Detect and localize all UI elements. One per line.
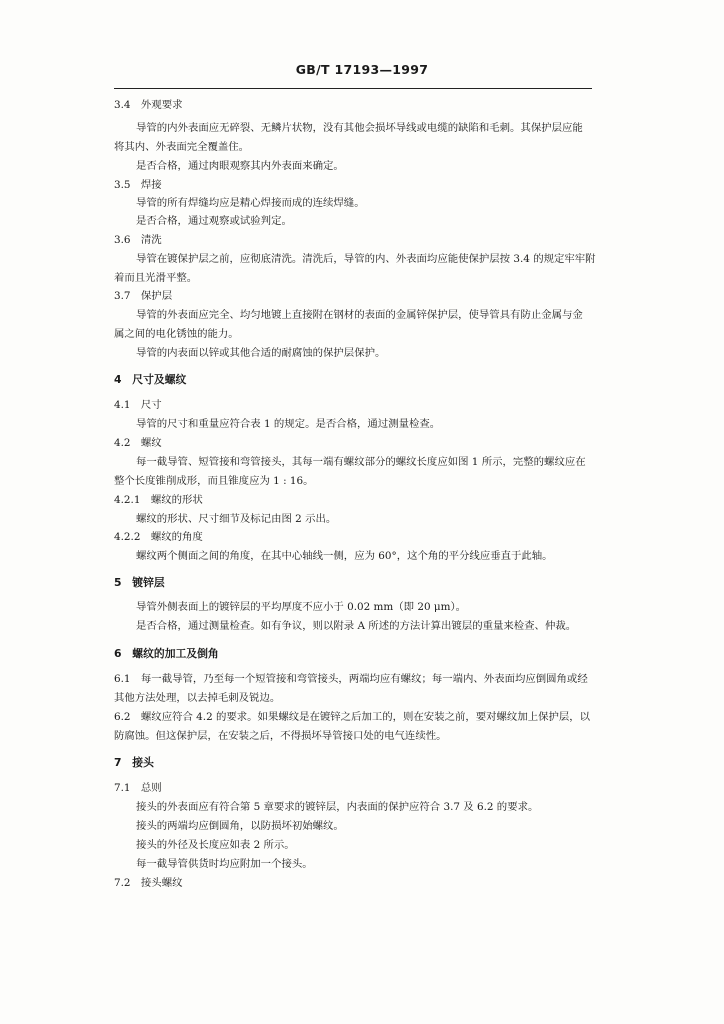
paragraph-line: 将其内、外表面完全覆盖住。 (114, 141, 250, 153)
paragraph-line: 整个长度锥削成形，而且锥度应为 1 : 16。 (114, 475, 314, 487)
paragraph-line: 着而且光滑平整。 (114, 272, 198, 284)
section-heading: 7 接头 (114, 756, 154, 769)
paragraph-line: 导管外侧表面上的镀锌层的平均厚度不应小于 0.02 mm（即 20 μm）。 (136, 601, 467, 613)
section-heading: 5 镀锌层 (114, 576, 165, 589)
paragraph-line: 每一截导管、短管接和弯管接头，其每一端有螺纹部分的螺纹长度应如图 1 所示，完整的螺纹应在 (136, 456, 586, 468)
subsection-heading: 3.7 保护层 (114, 290, 173, 302)
subsection-heading: 4.2.1 螺纹的形状 (114, 494, 203, 506)
paragraph-line: 防腐蚀。但这保护层，在安装之后，不得损坏导管接口处的电气连续性。 (114, 730, 447, 742)
paragraph-line: 导管的所有焊缝均应是精心焊接而成的连续焊缝。 (136, 197, 365, 209)
paragraph-line: 接头的外径及长度应如表 2 所示。 (136, 839, 295, 851)
section-heading: 6 螺纹的加工及倒角 (114, 647, 219, 660)
paragraph-line: 导管在镀保护层之前，应彻底清洗。清洗后，导管的内、外表面均应能使保护层按 3.4 的规定牢牢附 (136, 253, 596, 265)
paragraph-line: 螺纹两个侧面之间的角度，在其中心轴线一侧，应为 60°，这个角的平分线应垂直于此轴。 (136, 550, 553, 562)
paragraph-line: 是否合格，通过观察或试验判定。 (136, 215, 292, 227)
paragraph-line: 接头的两端均应倒圆角，以防损坏初始螺纹。 (136, 820, 344, 832)
paragraph-line: 接头的外表面应有符合第 5 章要求的镀锌层，内表面的保护应符合 3.7 及 6.2 的要求。 (136, 801, 539, 813)
paragraph-line: 导管的尺寸和重量应符合表 1 的规定。是否合格，通过测量检查。 (136, 418, 441, 430)
paragraph-line: 每一截导管供货时均应附加一个接头。 (136, 858, 313, 870)
paragraph-line: 6.2 螺纹应符合 4.2 的要求。如果螺纹是在镀锌之后加工的，则在安装之前，要对螺纹加上保护层，以 (114, 711, 591, 723)
paragraph-line: 是否合格，通过测量检查。如有争议，则以附录 A 所述的方法计算出镀层的重量来检查、仲裁。 (136, 620, 577, 632)
paragraph-line: 螺纹的形状、尺寸细节及标记由图 2 示出。 (136, 513, 337, 525)
subsection-heading: 3.6 清洗 (114, 234, 162, 246)
subsection-heading: 4.2.2 螺纹的角度 (114, 531, 203, 543)
paragraph-line: 6.1 每一截导管，乃至每一个短管接和弯管接头，两端均应有螺纹；每一端内、外表面均应倒圆角或经 (114, 673, 588, 685)
paragraph-line: 导管的内表面以锌或其他合适的耐腐蚀的保护层保护。 (136, 347, 386, 359)
subsection-heading: 7.2 接头螺纹 (114, 877, 183, 889)
paragraph-line: 其他方法处理，以去掉毛刺及锐边。 (114, 692, 281, 704)
standard-number-header: GB/T 17193—1997 (295, 62, 429, 77)
subsection-heading: 3.5 焊接 (114, 179, 162, 191)
subsection-heading: 7.1 总则 (114, 782, 162, 794)
paragraph-line: 属之间的电化锈蚀的能力。 (114, 328, 239, 340)
section-heading: 4 尺寸及螺纹 (114, 373, 187, 386)
paragraph-line: 导管的内外表面应无碎裂、无鳞片状物，没有其他会损坏导线或电缆的缺陷和毛刺。其保护层应能 (136, 122, 583, 134)
subsection-heading: 3.4 外观要求 (114, 99, 183, 111)
subsection-heading: 4.2 螺纹 (114, 437, 162, 449)
paragraph-line: 是否合格，通过肉眼观察其内外表面来确定。 (136, 160, 344, 172)
header-rule (114, 88, 592, 89)
subsection-heading: 4.1 尺寸 (114, 399, 162, 411)
paragraph-line: 导管的外表面应完全、均匀地镀上直接附在钢材的表面的金属锌保护层，使导管具有防止金属与金 (136, 309, 583, 321)
